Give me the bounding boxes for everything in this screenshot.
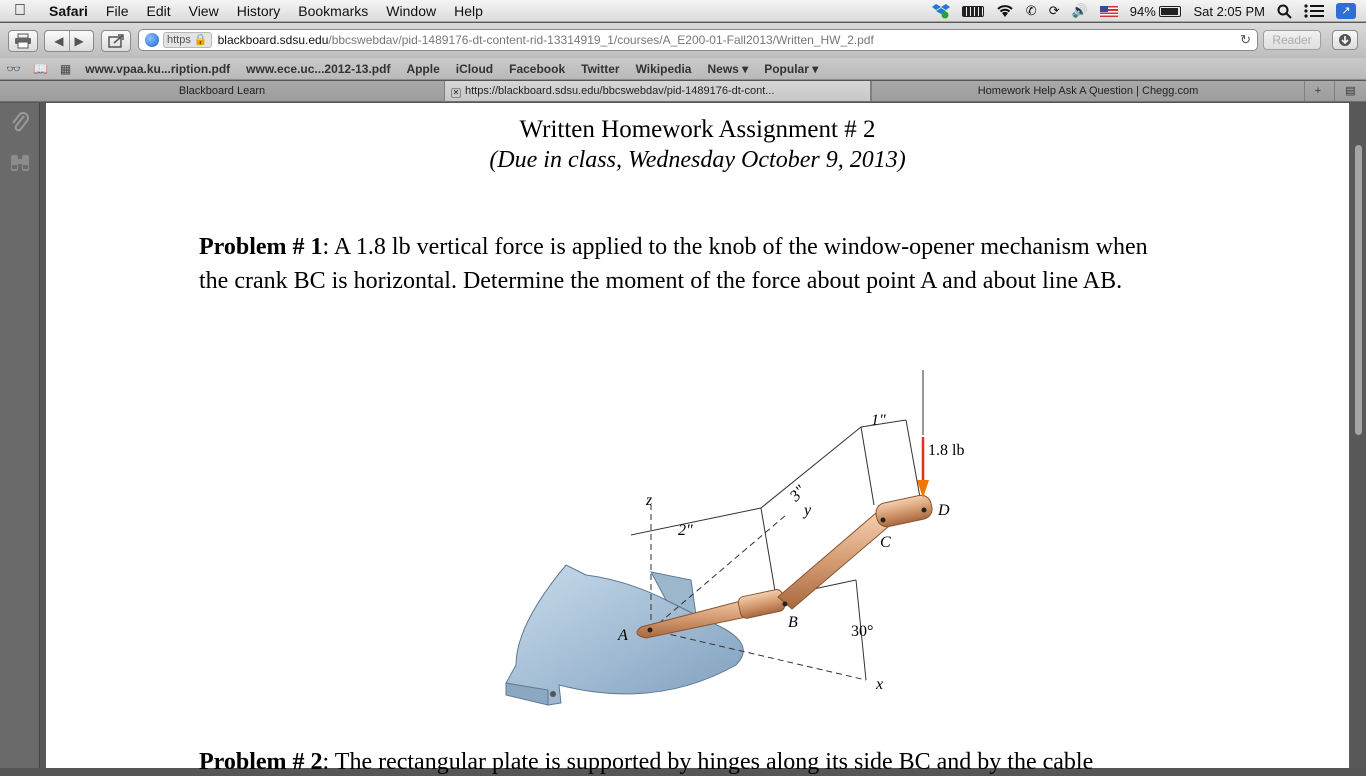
tab-bar	[0, 81, 1366, 102]
bookmark-facebook[interactable]: Facebook	[509, 61, 566, 76]
problem-2-label: Problem # 2	[199, 749, 323, 775]
vertical-scrollbar[interactable]	[1351, 103, 1366, 768]
crank-rods	[637, 493, 934, 638]
menu-app-safari[interactable]: Safari	[49, 2, 88, 19]
bookmark-twitter[interactable]: Twitter	[581, 61, 620, 76]
share-icon	[108, 34, 124, 48]
close-tab-icon[interactable]: ✕	[452, 88, 460, 97]
tab-blackboard-learn[interactable]	[0, 81, 444, 101]
time-machine-icon[interactable]: ⟳	[1048, 3, 1060, 18]
menu-help[interactable]: Help	[454, 2, 483, 19]
printer-icon	[15, 34, 31, 48]
print-button[interactable]	[8, 30, 38, 52]
reload-icon[interactable]: ↻	[1240, 32, 1251, 47]
url-host: blackboard.sdsu.edu	[217, 33, 329, 47]
axis-x-label: x	[876, 676, 884, 693]
tab-current-pdf[interactable]	[444, 81, 871, 101]
tab-overview-button[interactable]: ▤	[1334, 81, 1366, 101]
due-date: (Due in class, Wednesday October 9, 2013)	[489, 147, 906, 173]
menu-history[interactable]: History	[236, 2, 281, 19]
dim-1-label: 1"	[871, 412, 886, 429]
tab-chegg[interactable]	[871, 81, 1304, 101]
back-arrow-icon[interactable]: ◀	[54, 34, 64, 48]
safari-toolbar	[0, 23, 1366, 58]
menu-view[interactable]: View	[188, 2, 219, 19]
dropbox-icon[interactable]	[926, 3, 956, 19]
bookmark-icloud[interactable]: iCloud	[455, 61, 494, 76]
bookmark-popular[interactable]: Popular ▾	[764, 61, 819, 76]
clock[interactable]: Sat 2:05 PM	[1193, 3, 1265, 19]
spotlight-search-icon[interactable]	[1271, 4, 1298, 19]
menu-file[interactable]: File	[105, 2, 129, 19]
battery-percent-text: 94%	[1129, 3, 1156, 19]
problem-2-text: : The rectangular plate is supported by hinges along its side BC and by the cable	[322, 749, 1094, 775]
fullscreen-icon[interactable]: ↗	[1336, 3, 1356, 19]
url-scheme: https	[167, 34, 191, 46]
problem-1-text: : A 1.8 lb vertical force is applied to the knob of the window-opener mechanism when the crank BC is horizontal. Determine the moment of the force about point A and about line AB.	[199, 234, 1148, 294]
downloads-button[interactable]	[1332, 30, 1358, 50]
wifi-icon[interactable]	[990, 4, 1020, 18]
forward-arrow-icon[interactable]: ▶	[74, 34, 84, 48]
download-icon	[1338, 33, 1352, 47]
battery-icon	[1159, 6, 1181, 17]
url-path: /bbcswebdav/pid-1489176-dt-content-rid-13314919_1/courses/A_E200-01-Fall2013/Written_HW_2.pdf	[328, 33, 874, 47]
volume-icon[interactable]: 🔊	[1071, 3, 1088, 18]
new-tab-button[interactable]: +	[1304, 81, 1331, 101]
binoculars-search-icon[interactable]	[0, 143, 40, 183]
notification-center-icon[interactable]	[1298, 4, 1330, 18]
scrollbar-thumb[interactable]	[1355, 145, 1362, 435]
window-opener-figure	[456, 365, 965, 720]
bookmark-item[interactable]: www.ece.uc...2012-13.pdf	[246, 61, 391, 76]
point-d-label: D	[938, 502, 950, 519]
point-a-label: A	[618, 627, 628, 644]
pdf-viewer	[0, 103, 1366, 775]
globe-icon	[145, 33, 159, 47]
menu-window[interactable]: Window	[386, 2, 437, 19]
page-title: Written Homework Assignment # 2	[519, 116, 876, 143]
attachment-paperclip-icon[interactable]	[0, 103, 40, 143]
top-sites-icon[interactable]: ▦	[59, 61, 72, 76]
apple-menu-icon[interactable]	[0, 2, 40, 20]
point-c-label: C	[880, 534, 891, 551]
phone-icon[interactable]: ✆	[1025, 3, 1037, 18]
address-bar[interactable]	[138, 29, 1258, 51]
tab-label: Homework Help Ask A Question | Chegg.com	[977, 85, 1199, 97]
reader-button[interactable]: Reader	[1263, 30, 1321, 50]
input-source-flag-icon[interactable]	[1094, 6, 1124, 17]
tab-label: Blackboard Learn	[178, 85, 266, 97]
dim-3-label: 3"	[786, 482, 810, 505]
dim-2-label: 2"	[678, 522, 693, 539]
menu-bookmarks[interactable]: Bookmarks	[298, 2, 369, 19]
mac-menu-bar	[0, 0, 1366, 22]
bookmark-wikipedia[interactable]: Wikipedia	[635, 61, 692, 76]
bookmark-news[interactable]: News ▾	[707, 61, 749, 76]
bookmarks-icon[interactable]: 📖	[32, 61, 48, 76]
point-b-label: B	[788, 614, 798, 631]
bookmark-apple[interactable]: Apple	[406, 61, 440, 76]
problem-2	[199, 749, 1199, 776]
axis-y-label: y	[804, 502, 812, 519]
menu-edit[interactable]: Edit	[146, 2, 171, 19]
battery-percent[interactable]	[1124, 4, 1188, 19]
problem-1	[199, 231, 1169, 298]
pdf-page	[46, 103, 1349, 775]
angle-label: 30°	[851, 623, 874, 640]
problem-1-label: Problem # 1	[199, 234, 323, 260]
battery-status-icon[interactable]	[956, 6, 990, 17]
pdf-sidebar	[0, 103, 40, 768]
reading-list-icon[interactable]: 👓	[6, 61, 21, 76]
axis-z-label: z	[646, 492, 653, 509]
bookmark-item[interactable]: www.vpaa.ku...ription.pdf	[85, 61, 231, 76]
force-label: 1.8 lb	[928, 442, 965, 459]
bookmarks-bar	[0, 58, 1366, 80]
https-lock-badge: https 🔒	[163, 32, 212, 48]
share-button[interactable]	[101, 30, 131, 52]
tab-label: https://blackboard.sdsu.edu/bbcswebdav/pid-1489176-dt-cont...	[465, 85, 775, 97]
back-forward-buttons[interactable]	[44, 30, 94, 52]
